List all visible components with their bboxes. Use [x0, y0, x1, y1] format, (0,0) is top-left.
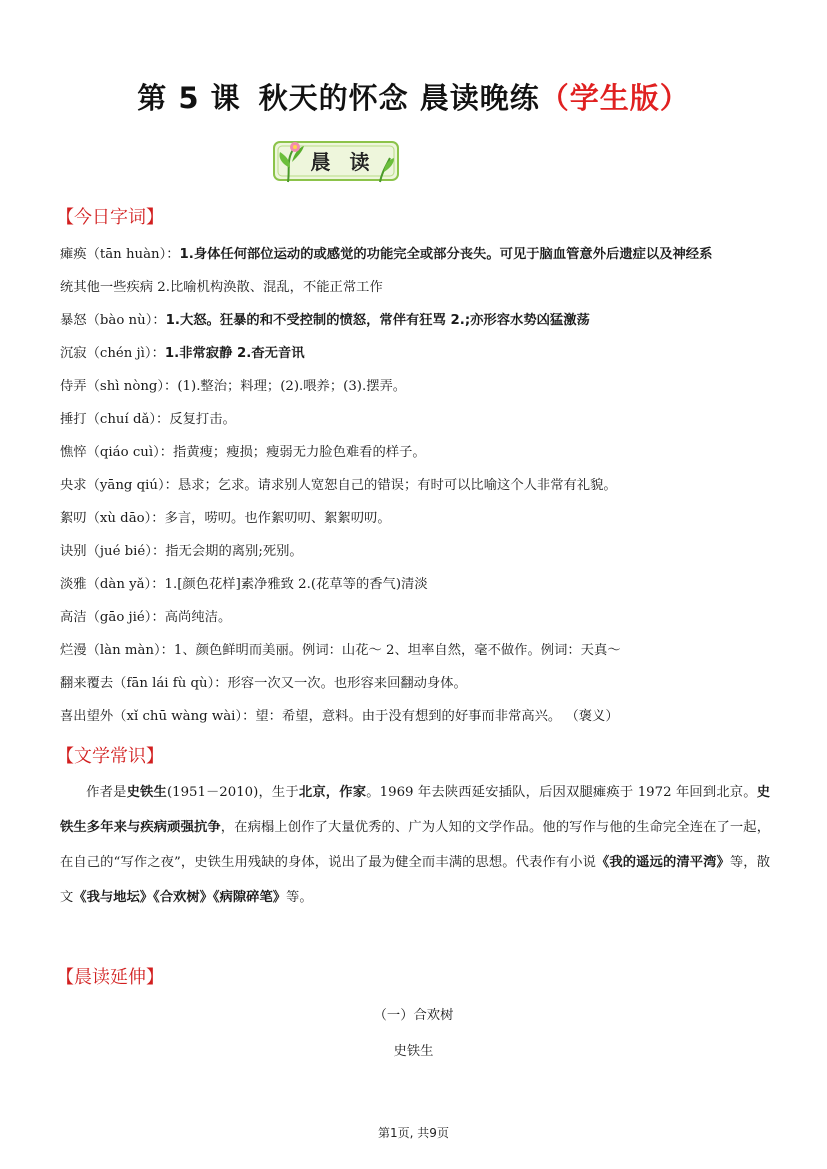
morning-reading-badge: [268, 138, 402, 184]
list-item: 侍弄（shì nòng）：(1).整治；料理；(2).喂养；(3).摆弄。: [60, 379, 407, 394]
list-item: 沉寂（chén jì）：1.非常寂静 2.杳无音讯: [60, 346, 305, 361]
section-extension-heading: 【晨读延伸】: [56, 967, 164, 988]
title-lesson: 第 5 课: [137, 81, 241, 115]
literary-paragraph: 作者是史铁生(1951－2010)，生于北京，作家。1969 年去陕西延安插队，后因双腿瘫痪于 1972 年回到北京。史铁生多年来与疾病顽强抗争，在病榻上创作了大量优秀的、广为人知的文学作品。他的写作与他的生命完全连在了一起，在自己的“写作之夜”，史铁生用残缺的身体，说出了最为健全而丰满的思想。代表作有小说《我的遥远的清平湾》等，散文《我与地坛》《合欢树》《病隙碎笔》等。: [60, 785, 771, 905]
list-item: 瘫痪（tān huàn）：1.身体任何部位运动的或感觉的功能完全或部分丧失。可见于脑血管意外后遗症以及神经系: [60, 247, 713, 262]
section-literary-heading: 【文学常识】: [56, 746, 164, 767]
section-vocab-heading: 【今日字词】: [56, 207, 164, 228]
list-item: 统其他一些疾病 2.比喻机构涣散、混乱，不能正常工作: [60, 280, 383, 295]
badge-label: 晨 读: [310, 150, 376, 174]
list-item: 高洁（gāo jié）：高尚纯洁。: [60, 610, 232, 625]
essay-author: 史铁生: [393, 1044, 434, 1059]
title-main: 秋天的怀念 晨读晚练: [258, 81, 540, 115]
list-item: 絮叨（xù dāo）：多言，唠叨。也作絮叨叨、絮絮叨叨。: [60, 511, 391, 526]
list-item: 喜出望外（xǐ chū wàng wài）：望：希望，意料。由于没有想到的好事而非常高兴。 （褒义）: [60, 709, 619, 724]
page-number: 第1页, 共9页: [378, 1126, 449, 1140]
list-item: 淡雅（dàn yǎ）：1.[颜色花样]素净雅致 2.(花草等的香气)清淡: [60, 577, 428, 592]
title-edition: （学生版）: [539, 81, 690, 115]
list-item: 烂漫（làn màn）：1、颜色鲜明而美丽。例词：山花～ 2、坦率自然，毫不做作。例词：天真～: [60, 643, 621, 658]
list-item: 翻来覆去（fān lái fù qù）：形容一次又一次。也形容来回翻动身体。: [60, 676, 467, 691]
list-item: 暴怒（bào nù）：1.大怒。狂暴的和不受控制的愤怒，常伴有狂骂 2.;亦形容水势凶猛激荡: [60, 313, 590, 328]
list-item: 诀别（jué bié）：指无会期的离别;死别。: [60, 544, 303, 559]
list-item: 捶打（chuí dǎ）：反复打击。: [60, 412, 236, 427]
essay-title: （一）合欢树: [373, 1008, 454, 1023]
vocab-list: [60, 238, 776, 733]
page-title: [0, 76, 827, 117]
list-item: 央求（yāng qiú）：恳求；乞求。请求别人宽恕自己的错误；有时可以比喻这个人非常有礼貌。: [60, 478, 617, 493]
list-item: 憔悴（qiáo cuì）：指黄瘦；瘦损；瘦弱无力脸色难看的样子。: [60, 445, 426, 460]
